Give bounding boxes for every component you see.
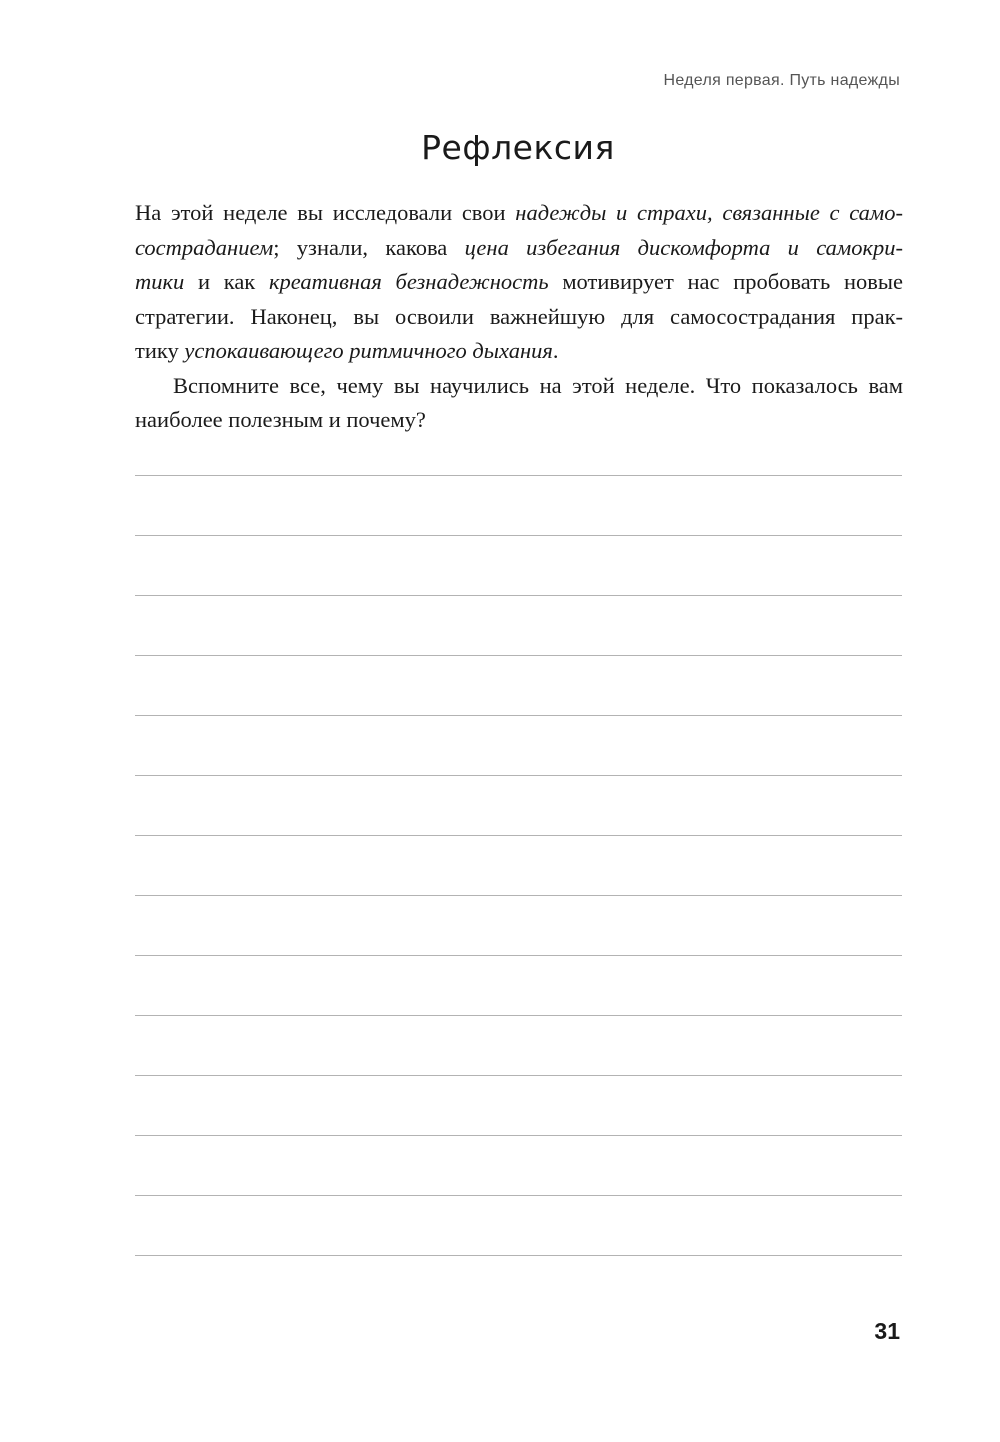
prompt-paragraph: [135, 369, 903, 438]
writing-line[interactable]: [135, 595, 902, 596]
text-line: На этой неделе вы исследовали свои надежды и страхи, связанные с само-: [135, 200, 903, 225]
writing-lines-area[interactable]: [135, 475, 902, 1275]
text-line: тики и как креативная безнадежность мотивирует нас пробовать новые: [135, 269, 903, 294]
text-line: наиболее полезным и почему?: [135, 407, 426, 432]
page-number: 31: [874, 1318, 900, 1344]
writing-line[interactable]: [135, 475, 902, 476]
writing-line[interactable]: [135, 955, 902, 956]
writing-line[interactable]: [135, 1015, 902, 1016]
writing-line[interactable]: [135, 715, 902, 716]
writing-line[interactable]: [135, 895, 902, 896]
writing-line[interactable]: [135, 1135, 902, 1136]
writing-line[interactable]: [135, 835, 902, 836]
writing-line[interactable]: [135, 1255, 902, 1256]
intro-paragraph: [135, 196, 903, 369]
text-line: Вспомните все, чему вы научились на этой неделе. Что показалось вам: [173, 372, 903, 398]
page-title: Рефлексия: [421, 128, 615, 167]
writing-line[interactable]: [135, 655, 902, 656]
writing-line[interactable]: [135, 775, 902, 776]
text-line: состраданием; узнали, какова цена избегания дискомфорта и самокри-: [135, 234, 903, 260]
writing-line[interactable]: [135, 1195, 902, 1196]
writing-line[interactable]: [135, 535, 902, 536]
running-header: Неделя первая. Путь надежды: [663, 72, 900, 89]
body-text: [135, 196, 903, 438]
text-line: стратегии. Наконец, вы освоили важнейшую для самосострадания прак-: [135, 303, 903, 329]
text-line: тику успокаивающего ритмичного дыхания.: [135, 338, 559, 363]
writing-line[interactable]: [135, 1075, 902, 1076]
